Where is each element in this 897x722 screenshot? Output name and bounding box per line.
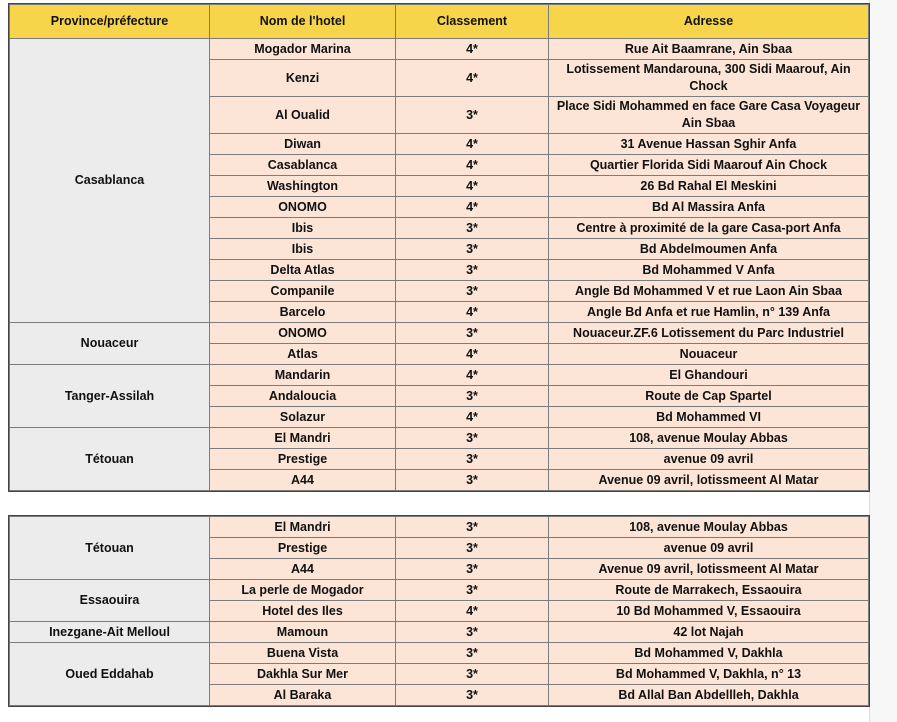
rating-cell: 3* [396,428,549,449]
address-cell: Bd Abdelmoumen Anfa [549,239,869,260]
province-cell: Tétouan [10,428,210,491]
rating-cell: 4* [396,39,549,60]
hotel-name-cell: Ibis [210,218,396,239]
hotel-name-cell: Delta Atlas [210,260,396,281]
address-cell: Bd Allal Ban Abdellleh, Dakhla [549,685,869,706]
rating-cell: 4* [396,60,549,97]
hotel-name-cell: Prestige [210,449,396,470]
hotels-table-1 [9,4,869,491]
hotel-name-cell: Mamoun [210,622,396,643]
hotel-name-cell: Ibis [210,239,396,260]
rating-cell: 3* [396,643,549,664]
province-cell: Inezgane-Ait Melloul [10,622,210,643]
rating-cell: 4* [396,155,549,176]
hotel-name-cell: ONOMO [210,323,396,344]
province-cell: Nouaceur [10,323,210,365]
rating-cell: 4* [396,601,549,622]
hotel-name-cell: Al Oualid [210,97,396,134]
rating-cell: 3* [396,323,549,344]
province-cell: Casablanca [10,39,210,323]
address-cell: Centre à proximité de la gare Casa-port Anfa [549,218,869,239]
hotel-name-cell: El Mandri [210,517,396,538]
province-cell: Essaouira [10,580,210,622]
table-row [10,643,869,664]
rating-cell: 3* [396,386,549,407]
table1-body [10,39,869,491]
header-address: Adresse [549,5,869,39]
header-row [10,5,869,39]
hotel-name-cell: Casablanca [210,155,396,176]
address-cell: Route de Cap Spartel [549,386,869,407]
table-row [10,622,869,643]
address-cell: Bd Al Massira Anfa [549,197,869,218]
rating-cell: 4* [396,365,549,386]
hotel-name-cell: Dakhla Sur Mer [210,664,396,685]
province-cell: Oued Eddahab [10,643,210,706]
header-province: Province/préfecture [10,5,210,39]
address-cell: Avenue 09 avril, lotissmeent Al Matar [549,470,869,491]
hotel-name-cell: Kenzi [210,60,396,97]
address-cell: Route de Marrakech, Essaouira [549,580,869,601]
address-cell: Lotissement Mandarouna, 300 Sidi Maarouf, Ain Chock [549,60,869,97]
hotel-name-cell: El Mandri [210,428,396,449]
address-cell: Place Sidi Mohammed en face Gare Casa Voyageur Ain Sbaa [549,97,869,134]
hotel-name-cell: Mandarin [210,365,396,386]
address-cell: Nouaceur [549,344,869,365]
table-row [10,39,869,60]
hotel-name-cell: Washington [210,176,396,197]
address-cell: 108, avenue Moulay Abbas [549,517,869,538]
address-cell: Bd Mohammed VI [549,407,869,428]
address-cell: Angle Bd Mohammed V et rue Laon Ain Sbaa [549,281,869,302]
header-rating: Classement [396,5,549,39]
rating-cell: 3* [396,559,549,580]
rating-cell: 4* [396,197,549,218]
rating-cell: 4* [396,134,549,155]
rating-cell: 3* [396,622,549,643]
address-cell: Bd Mohammed V Anfa [549,260,869,281]
table-row [10,428,869,449]
hotel-name-cell: Diwan [210,134,396,155]
page-gap [9,503,868,513]
table2-body [10,517,869,706]
address-cell: El Ghandouri [549,365,869,386]
address-cell: 108, avenue Moulay Abbas [549,428,869,449]
header-hotel-name: Nom de l'hotel [210,5,396,39]
hotel-name-cell: Hotel des Iles [210,601,396,622]
address-cell: avenue 09 avril [549,449,869,470]
rating-cell: 3* [396,580,549,601]
rating-cell: 3* [396,97,549,134]
address-cell: 42 lot Najah [549,622,869,643]
table-row [10,365,869,386]
province-cell: Tétouan [10,517,210,580]
table-row [10,580,869,601]
hotel-name-cell: A44 [210,470,396,491]
hotel-name-cell: Al Baraka [210,685,396,706]
rating-cell: 3* [396,470,549,491]
hotel-name-cell: Barcelo [210,302,396,323]
rating-cell: 4* [396,176,549,197]
hotel-name-cell: Companile [210,281,396,302]
hotels-table-2 [9,516,869,706]
rating-cell: 3* [396,685,549,706]
address-cell: Angle Bd Anfa et rue Hamlin, n° 139 Anfa [549,302,869,323]
address-cell: avenue 09 avril [549,538,869,559]
table-row [10,517,869,538]
rating-cell: 3* [396,517,549,538]
hotel-name-cell: Buena Vista [210,643,396,664]
address-cell: 26 Bd Rahal El Meskini [549,176,869,197]
rating-cell: 3* [396,218,549,239]
rating-cell: 3* [396,239,549,260]
rating-cell: 3* [396,538,549,559]
rating-cell: 3* [396,664,549,685]
province-cell: Tanger-Assilah [10,365,210,428]
rating-cell: 4* [396,302,549,323]
scrollbar-track[interactable] [869,0,897,722]
rating-cell: 4* [396,344,549,365]
address-cell: Quartier Florida Sidi Maarouf Ain Chock [549,155,869,176]
address-cell: Nouaceur.ZF.6 Lotissement du Parc Industriel [549,323,869,344]
hotel-name-cell: Prestige [210,538,396,559]
address-cell: Bd Mohammed V, Dakhla, n° 13 [549,664,869,685]
hotel-name-cell: La perle de Mogador [210,580,396,601]
hotel-name-cell: A44 [210,559,396,580]
hotel-name-cell: Andaloucia [210,386,396,407]
hotel-name-cell: Solazur [210,407,396,428]
address-cell: 10 Bd Mohammed V, Essaouira [549,601,869,622]
hotel-name-cell: Atlas [210,344,396,365]
hotel-name-cell: ONOMO [210,197,396,218]
address-cell: Bd Mohammed V, Dakhla [549,643,869,664]
rating-cell: 3* [396,449,549,470]
rating-cell: 4* [396,407,549,428]
rating-cell: 3* [396,260,549,281]
rating-cell: 3* [396,281,549,302]
hotel-name-cell: Mogador Marina [210,39,396,60]
address-cell: 31 Avenue Hassan Sghir Anfa [549,134,869,155]
address-cell: Rue Ait Baamrane, Ain Sbaa [549,39,869,60]
table-row [10,323,869,344]
address-cell: Avenue 09 avril, lotissmeent Al Matar [549,559,869,580]
